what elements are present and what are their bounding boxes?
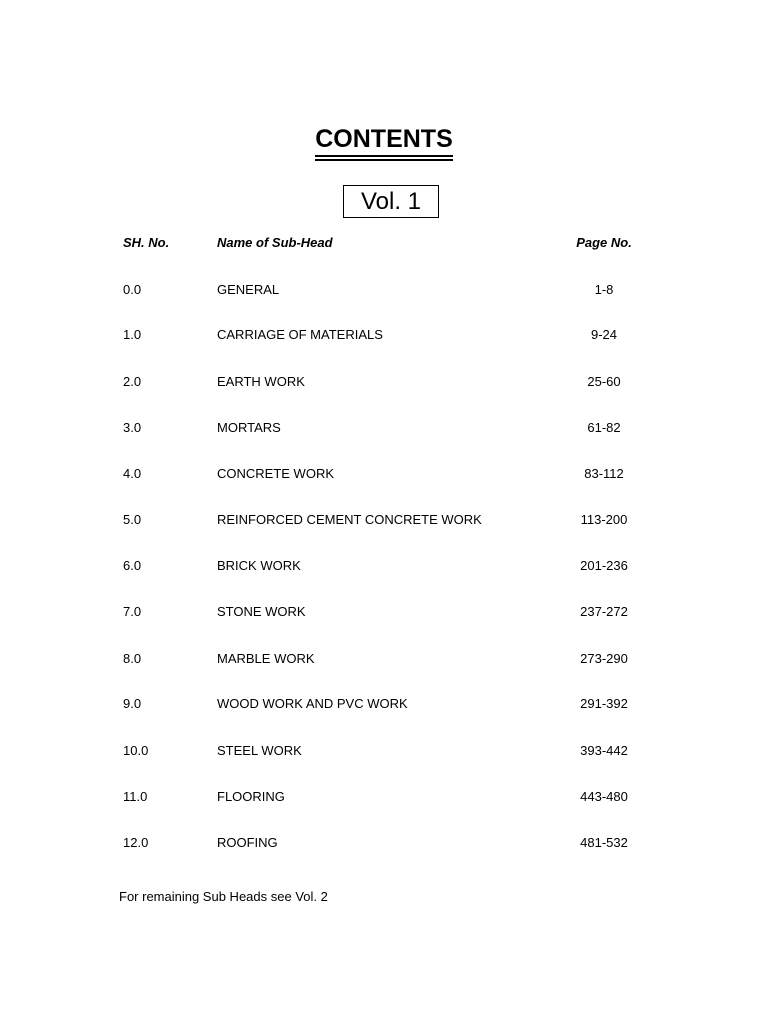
row-name: STONE WORK bbox=[217, 604, 306, 619]
row-page: 443-480 bbox=[580, 789, 628, 804]
page-title bbox=[0, 124, 768, 157]
header-name-of-sub-head: Name of Sub-Head bbox=[217, 235, 333, 250]
table-row bbox=[0, 327, 768, 347]
row-name: ROOFING bbox=[217, 835, 278, 850]
page-title-text: CONTENTS bbox=[315, 124, 453, 157]
table-row bbox=[0, 651, 768, 671]
row-sh-no: 9.0 bbox=[123, 696, 142, 711]
row-name: MORTARS bbox=[217, 420, 281, 435]
table-row bbox=[0, 789, 768, 809]
row-page: 393-442 bbox=[580, 743, 628, 758]
header-sh-no: SH. No. bbox=[123, 235, 170, 250]
row-name: FLOORING bbox=[217, 789, 285, 804]
table-row bbox=[0, 696, 768, 716]
row-sh-no: 0.0 bbox=[123, 282, 142, 297]
row-page: 1-8 bbox=[594, 282, 614, 297]
row-sh-no: 8.0 bbox=[123, 651, 142, 666]
row-page: 113-200 bbox=[580, 512, 628, 527]
row-sh-no: 1.0 bbox=[123, 327, 142, 342]
table-row bbox=[0, 743, 768, 763]
volume-label: Vol. 1 bbox=[343, 185, 439, 218]
row-page: 291-392 bbox=[580, 696, 628, 711]
row-sh-no: 10.0 bbox=[123, 743, 149, 758]
row-sh-no: 5.0 bbox=[123, 512, 142, 527]
row-name: BRICK WORK bbox=[217, 558, 301, 573]
row-sh-no: 12.0 bbox=[123, 835, 149, 850]
row-sh-no: 11.0 bbox=[123, 789, 148, 804]
row-sh-no: 3.0 bbox=[123, 420, 142, 435]
row-page: 83-112 bbox=[584, 466, 624, 481]
row-page: 273-290 bbox=[580, 651, 628, 666]
row-page: 201-236 bbox=[580, 558, 628, 573]
row-page: 481-532 bbox=[580, 835, 628, 850]
row-name: CARRIAGE OF MATERIALS bbox=[217, 327, 383, 342]
row-page: 61-82 bbox=[587, 420, 621, 435]
row-name: GENERAL bbox=[217, 282, 280, 297]
table-row bbox=[0, 512, 768, 532]
header-page-no: Page No. bbox=[576, 235, 632, 250]
row-name: EARTH WORK bbox=[217, 374, 305, 389]
row-sh-no: 7.0 bbox=[123, 604, 142, 619]
row-page: 25-60 bbox=[587, 374, 621, 389]
row-name: WOOD WORK AND PVC WORK bbox=[217, 696, 408, 711]
footer-note: For remaining Sub Heads see Vol. 2 bbox=[119, 889, 328, 904]
table-row bbox=[0, 835, 768, 855]
row-sh-no: 6.0 bbox=[123, 558, 142, 573]
table-row bbox=[0, 374, 768, 394]
row-page: 9-24 bbox=[590, 327, 618, 342]
row-name: MARBLE WORK bbox=[217, 651, 315, 666]
row-sh-no: 2.0 bbox=[123, 374, 142, 389]
table-row bbox=[0, 420, 768, 440]
row-name: CONCRETE WORK bbox=[217, 466, 334, 481]
row-page: 237-272 bbox=[580, 604, 628, 619]
row-name: STEEL WORK bbox=[217, 743, 302, 758]
table-row bbox=[0, 282, 768, 302]
row-name: REINFORCED CEMENT CONCRETE WORK bbox=[217, 512, 482, 527]
table-row bbox=[0, 604, 768, 624]
row-sh-no: 4.0 bbox=[123, 466, 142, 481]
table-row bbox=[0, 466, 768, 486]
table-row bbox=[0, 558, 768, 578]
